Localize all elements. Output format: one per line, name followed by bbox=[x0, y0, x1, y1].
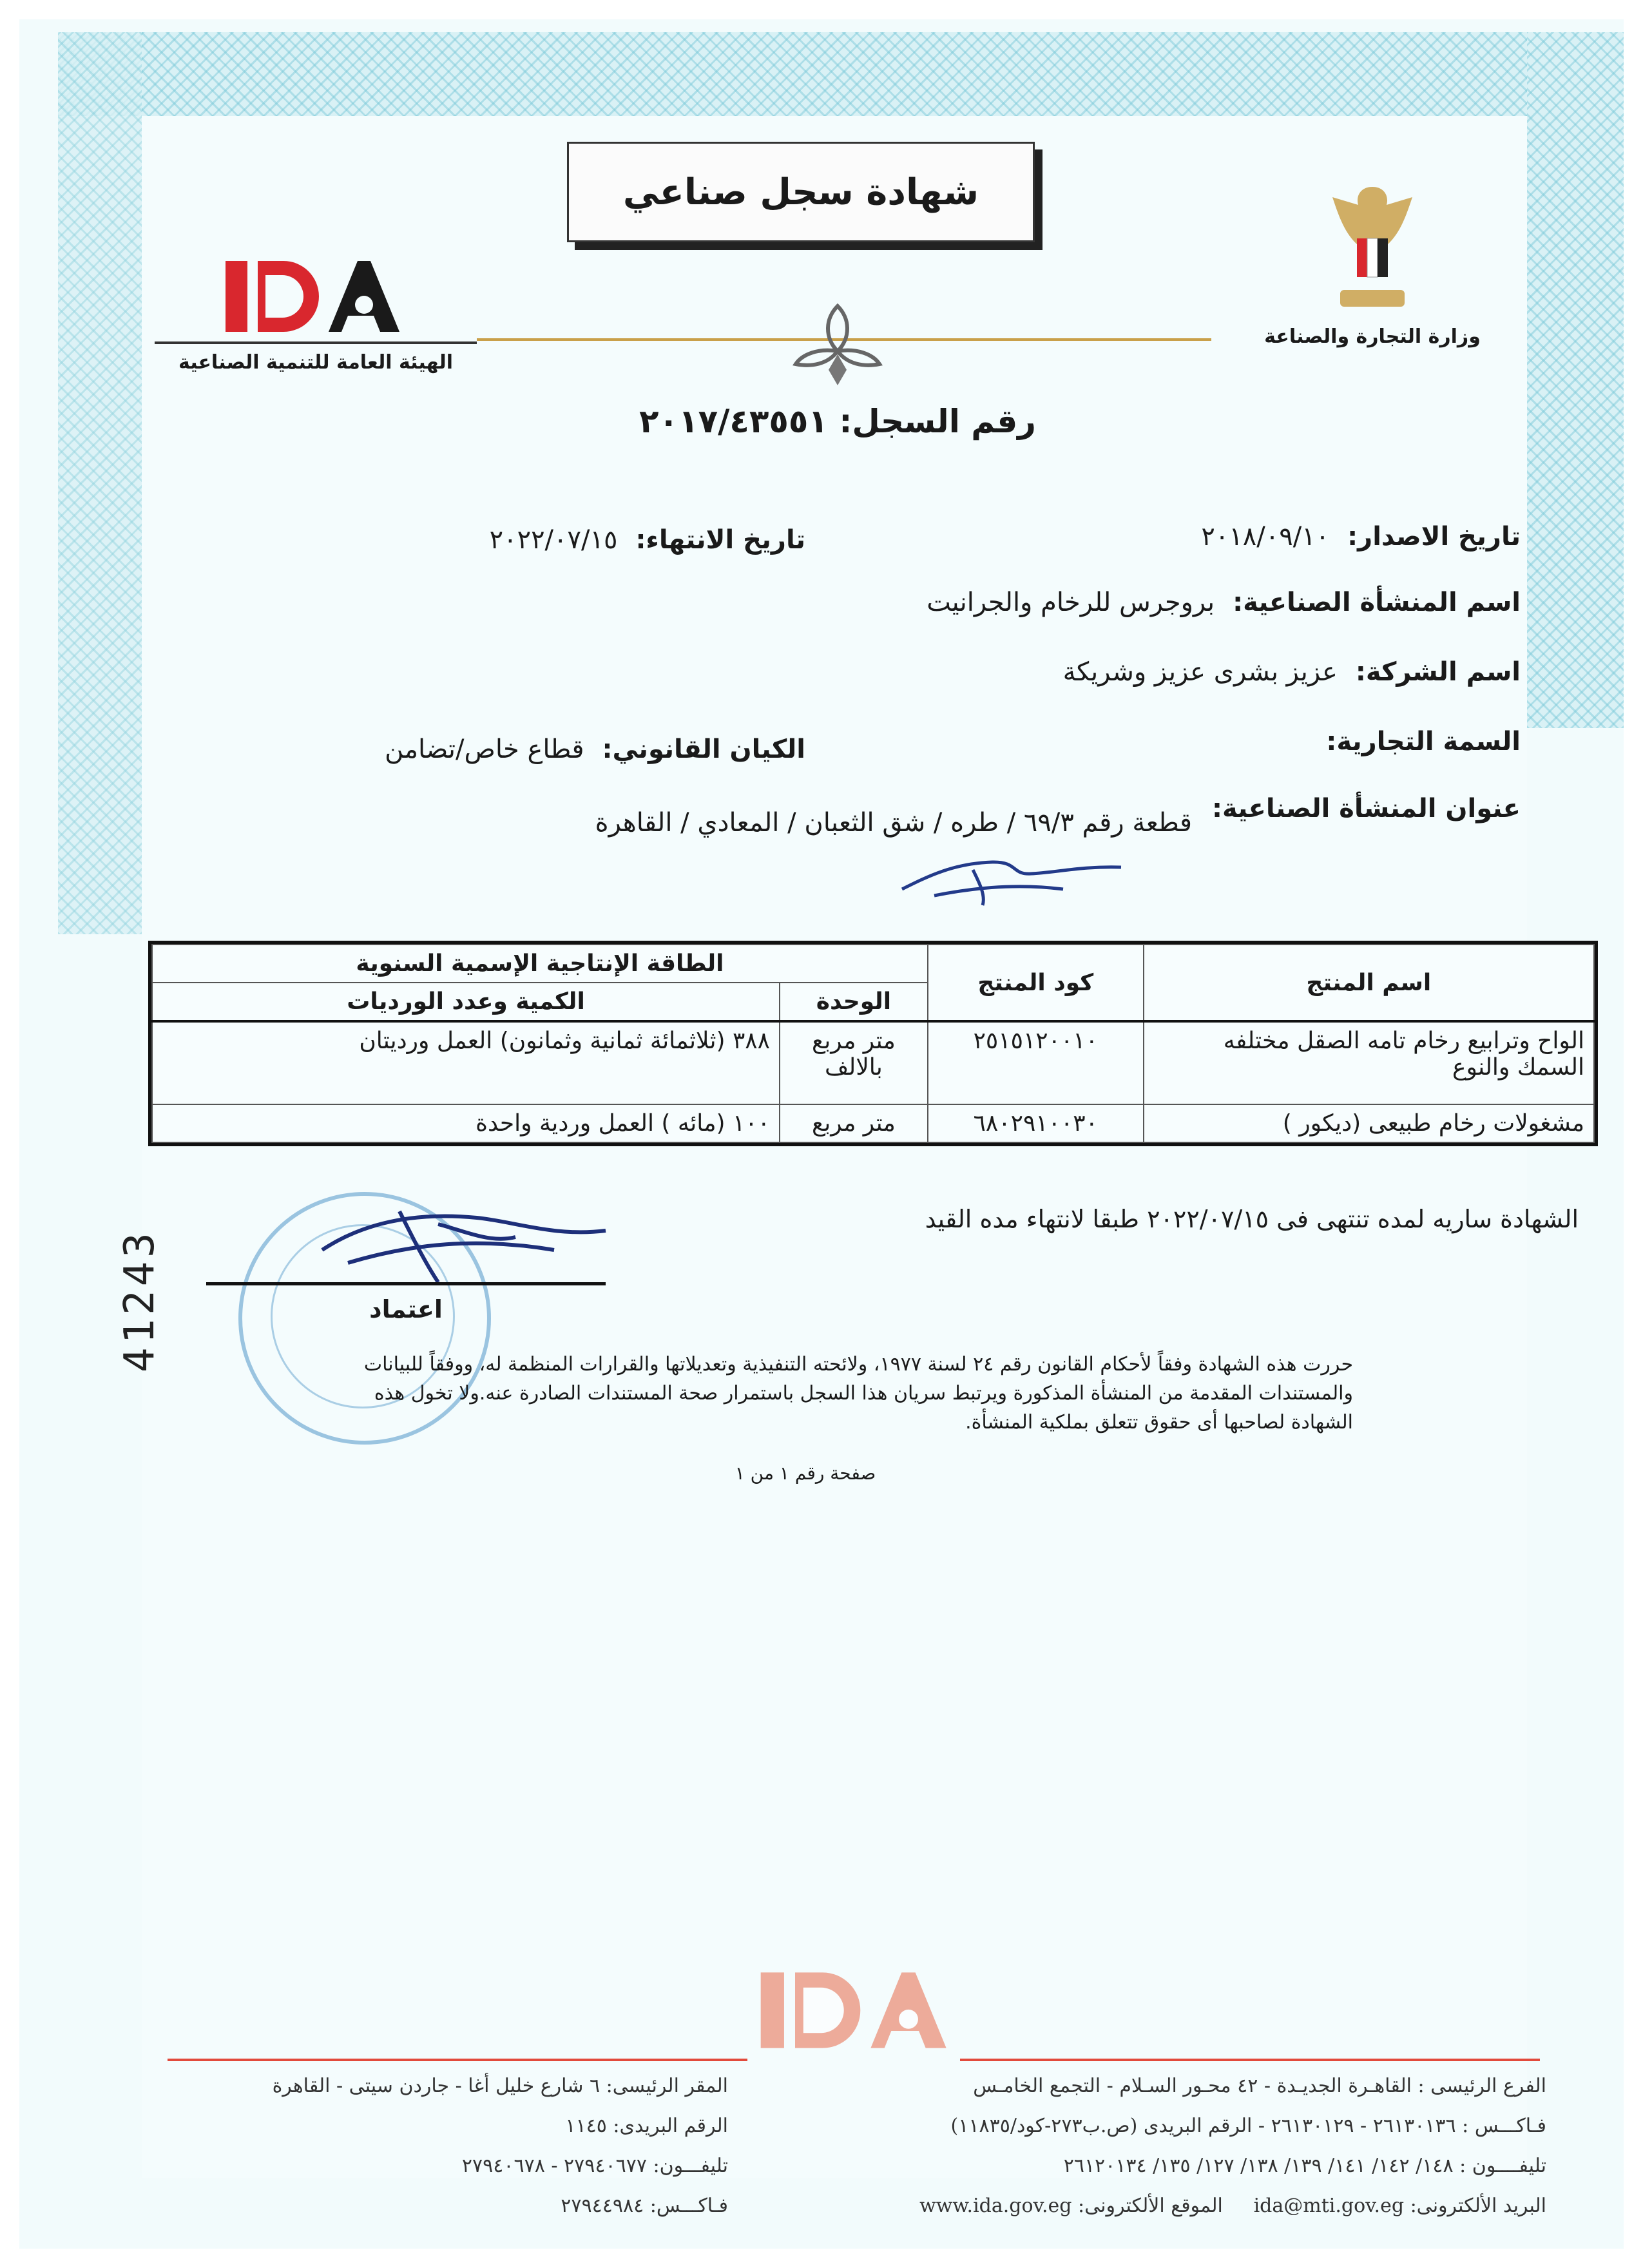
expiry-date-label: تاريخ الانتهاء: bbox=[635, 525, 805, 555]
hq-fax: فـاكـــس: ٢٧٩٤٤٩٨٤ bbox=[561, 2195, 728, 2217]
approval-label: اعتماد bbox=[369, 1295, 443, 1323]
quantity-cell: ٣٨٨ (ثلاثمائة ثمانية وثمانون) العمل ورديتان bbox=[152, 1021, 780, 1104]
facility-address-label-row bbox=[1194, 794, 1521, 823]
product-code-cell: ٦٨٠٢٩١٠٠٣٠ bbox=[928, 1104, 1144, 1142]
unit-cell: متر مربع bbox=[780, 1104, 928, 1142]
product-name-cell: مشغولات رخام طبيعى (ديكور ) bbox=[1144, 1104, 1594, 1142]
company-name-label: اسم الشركة: bbox=[1355, 657, 1521, 687]
branch-fax: فـاكـــس : ٢٦١٣٠١٣٦ - ٢٦١٣٠١٢٩ - الرقم البريدى (ص.ب٢٧٣-كود/١١٨٣٥) bbox=[950, 2115, 1546, 2137]
approval-signature-line bbox=[206, 1282, 606, 1285]
serial-number: 41243 bbox=[116, 1229, 164, 1372]
col-unit: الوحدة bbox=[780, 983, 928, 1021]
facility-name bbox=[927, 588, 1521, 617]
expiry-date-value: ٢٠٢٢/٠٧/١٥ bbox=[489, 525, 618, 555]
col-product-name: اسم المنتج bbox=[1144, 945, 1594, 1021]
approval-signature bbox=[309, 1198, 619, 1289]
registration-number bbox=[631, 403, 1044, 440]
ida-logo bbox=[219, 255, 412, 338]
email-label: البريد الألكترونى: bbox=[1410, 2195, 1546, 2217]
col-product-code: كود المنتج bbox=[928, 945, 1144, 1021]
table-row bbox=[152, 1104, 1594, 1142]
hq-phone: تليفـــون: ٢٧٩٤٠٦٧٧ - ٢٧٩٤٠٦٧٨ bbox=[461, 2155, 728, 2177]
floral-ornament-icon bbox=[786, 293, 889, 396]
company-name bbox=[1063, 657, 1521, 687]
legal-entity bbox=[385, 735, 805, 764]
product-name-cell: الواح وترابيع رخام تامه الصقل مختلفه السمك والنوع bbox=[1144, 1021, 1594, 1104]
guilloche-border-right bbox=[1527, 32, 1624, 728]
branch-address: الفرع الرئيسى : القاهـرة الجديـدة - ٤٢ محـور السـلام - التجمع الخامـس bbox=[973, 2075, 1546, 2097]
ida-footer-logo bbox=[754, 1965, 960, 2055]
legal-disclaimer: حررت هذه الشهادة وفقاً لأحكام القانون رقم ٢٤ لسنة ١٩٧٧، ولائحته التنفيذية وتعديلاتها والقرارات المنظمة له، ووفقاً للبيانات والمستندات المقدمة من المنشأة المذكورة ويرتبط سريان هذا السجل باستمرار صحة المستندات الصادرة عنه.ولا تخول هذه الشهادة لصاحبها أى حقوق تتعلق بملكية المنشأة. bbox=[363, 1353, 1353, 1434]
issue-date-value: ٢٠١٨/٠٩/١٠ bbox=[1201, 522, 1330, 552]
branch-phone: تليفــــون : ١٤٨/ ١٤٢/ ١٤١/ ١٣٩/ ١٣٨/ ١٢٧/ ١٣٥/ ٢٦١٢٠١٣٤ bbox=[1063, 2155, 1546, 2177]
product-code-cell: ٢٥١٥١٢٠٠١٠ bbox=[928, 1021, 1144, 1104]
authority-caption: الهيئة العامة للتنمية الصناعية bbox=[178, 351, 453, 374]
quantity-cell: ١٠٠ (مائه ) العمل وردية واحدة bbox=[152, 1104, 780, 1142]
issue-date bbox=[1201, 522, 1521, 552]
unit-cell: متر مربع بالالف bbox=[780, 1021, 928, 1104]
footer-divider-left bbox=[168, 2059, 747, 2061]
legal-entity-value: قطاع خاص/تضامن bbox=[385, 735, 584, 764]
registration-label: رقم السجل: bbox=[839, 403, 1036, 440]
email-link[interactable]: ida@mti.gov.eg bbox=[1253, 2195, 1405, 2217]
website-link[interactable]: www.ida.gov.eg bbox=[919, 2195, 1072, 2217]
company-name-value: عزيز بشرى عزيز وشريكة bbox=[1062, 657, 1338, 687]
products-table bbox=[151, 944, 1595, 1143]
issue-date-label: تاريخ الاصدار: bbox=[1347, 522, 1521, 552]
facility-name-value: بروجرس للرخام والجرانيت bbox=[927, 588, 1215, 617]
ida-logo-underline bbox=[155, 341, 477, 344]
validity-note: الشهادة ساريه لمده تنتهى فى ٢٠٢٢/٠٧/١٥ طبقا لانتهاء مده القيد bbox=[925, 1205, 1579, 1233]
facility-name-label: اسم المنشأة الصناعية: bbox=[1233, 588, 1521, 617]
egypt-eagle-emblem-icon bbox=[1314, 180, 1430, 335]
guilloche-border-left bbox=[58, 32, 142, 934]
col-quantity: الكمية وعدد الورديات bbox=[152, 983, 780, 1021]
hq-address: المقر الرئيسى: ٦ شارع خليل أغا - جاردن سيتى - القاهرة bbox=[272, 2075, 728, 2097]
table-row bbox=[152, 1021, 1594, 1104]
footer-divider-right bbox=[960, 2059, 1540, 2061]
col-capacity-group: الطاقة الإنتاجية الإسمية السنوية bbox=[152, 945, 928, 983]
certificate-title: شهادة سجل صناعي bbox=[567, 142, 1035, 242]
guilloche-border-top bbox=[58, 32, 1624, 116]
registration-value: ٢٠١٧/٤٣٥٥١ bbox=[639, 403, 828, 440]
facility-address-value: قطعة رقم ٦٩/٣ / طره / شق الثعبان / المعادي / القاهرة bbox=[595, 808, 1192, 838]
handwritten-signature bbox=[896, 844, 1128, 908]
ministry-caption: وزارة التجارة والصناعة bbox=[1264, 325, 1481, 348]
trade-name-label: السمة التجارية: bbox=[1326, 727, 1521, 756]
expiry-date bbox=[490, 525, 805, 555]
legal-entity-label: الكيان القانوني: bbox=[602, 735, 805, 764]
address-label: عنوان المنشأة الصناعية: bbox=[1211, 794, 1521, 823]
hq-postal: الرقم البريدى: ١١٤٥ bbox=[565, 2115, 728, 2137]
trade-name bbox=[1308, 727, 1521, 756]
page-number: صفحة رقم ١ من ١ bbox=[735, 1463, 876, 1484]
website-label: الموقع الألكترونى: bbox=[1078, 2195, 1223, 2217]
footer-contacts bbox=[919, 2195, 1546, 2217]
